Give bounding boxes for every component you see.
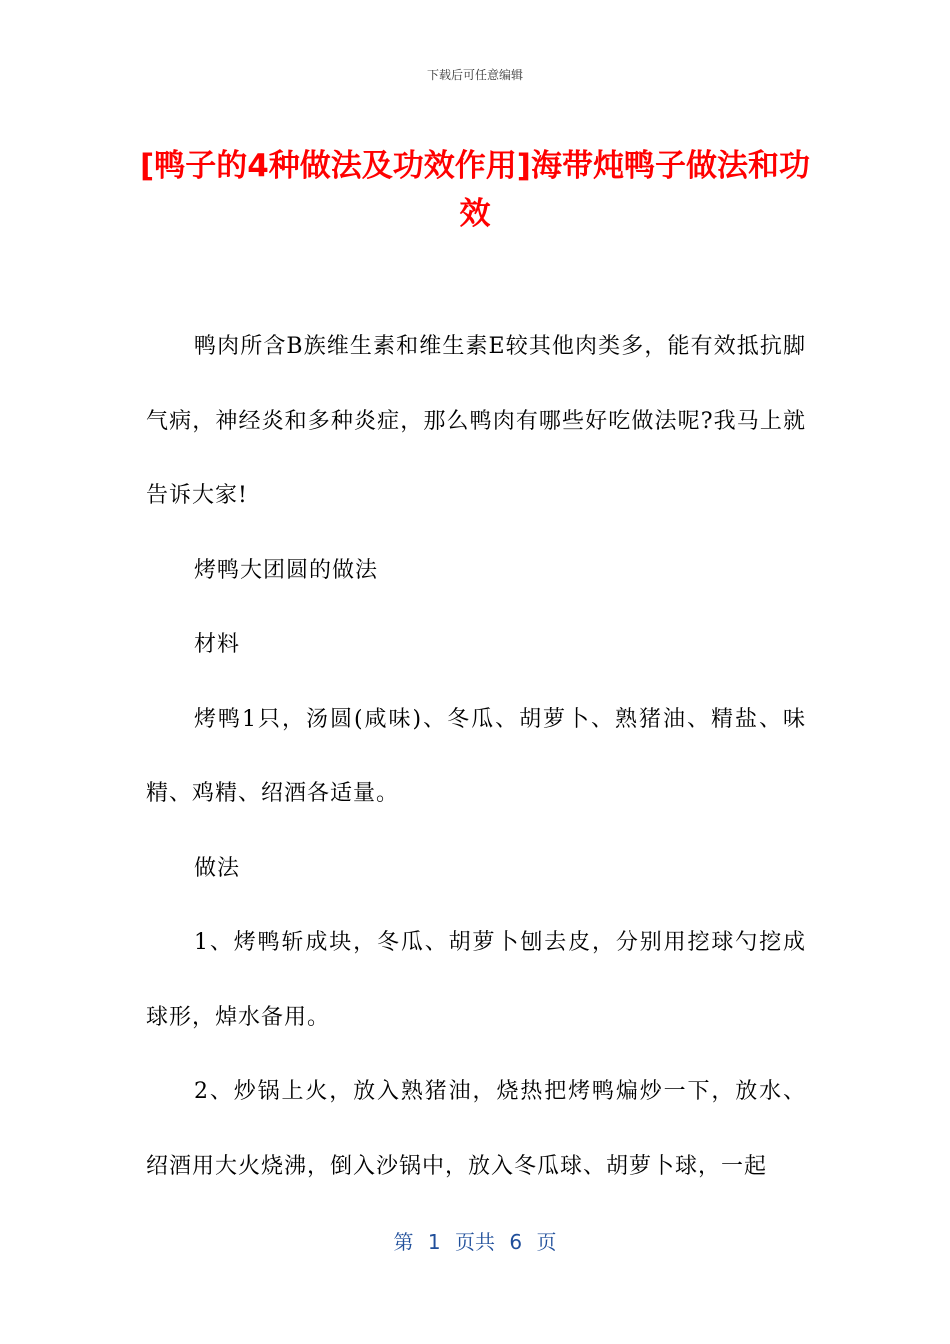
paragraph-materials-heading: 材料 [194,632,241,657]
header-note: 下载后可任意编辑 [426,68,523,82]
paragraph-method-heading: 做法 [194,855,241,881]
footer-total-pages: 6 [509,1230,523,1254]
document-body [146,310,806,1204]
footer-prefix: 第 [393,1230,414,1254]
footer-suffix: 页 [536,1230,557,1254]
paragraph-step-1: 1、烤鸭斩成块，冬瓜、胡萝卜刨去皮，分别用挖球勺挖成球形，焯水备用。 [146,930,806,1030]
paragraph-intro: 鸭肉所含B族维生素和维生素E较其他肉类多，能有效抵抗脚气病，神经炎和多种炎症，那么鸭肉有哪些好吃做法呢?我马上就告诉大家! [146,334,806,508]
paragraph-recipe-heading: 烤鸭大团圆的做法 [194,557,379,583]
paragraph-materials: 烤鸭1只，汤圆(咸味)、冬瓜、胡萝卜、熟猪油、精盐、味精、鸡精、绍酒各适量。 [146,706,806,806]
footer-current-page: 1 [427,1230,441,1254]
paragraph-step-2: 2、炒锅上火，放入熟猪油，烧热把烤鸭煸炒一下，放水、绍酒用大火烧沸，倒入沙锅中，放入冬瓜球、胡萝卜球，一起 [146,1079,806,1179]
page-footer [0,1226,950,1255]
footer-middle: 页共 [455,1230,495,1254]
document-title: [鸭子的4种做法及功效作用]海带炖鸭子做法和功效 [140,148,810,232]
